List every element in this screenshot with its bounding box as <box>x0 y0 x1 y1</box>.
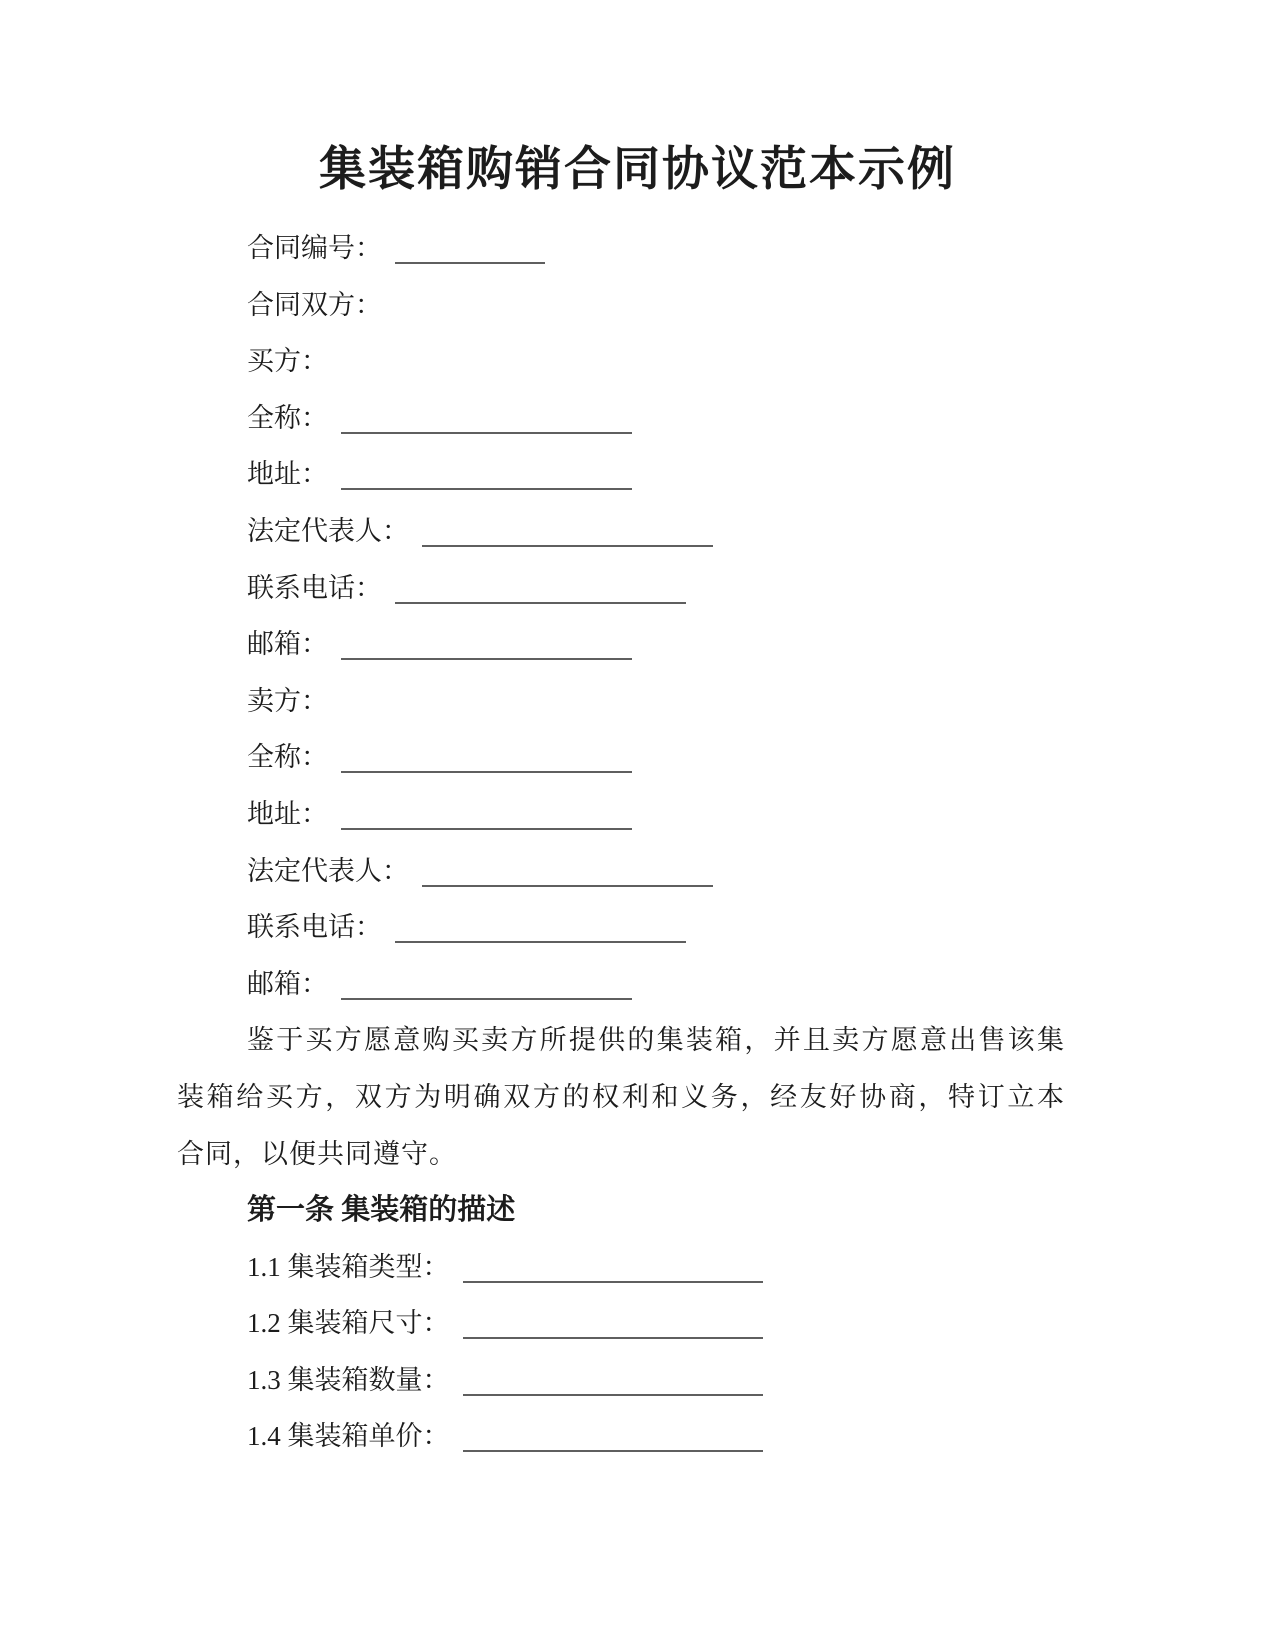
field-label: 合同双方： <box>247 289 382 320</box>
clause-row-container-unit-price <box>177 1408 1065 1465</box>
field-label: 地址： <box>247 798 328 829</box>
field-label: 卖方： <box>247 685 328 716</box>
field-label: 地址： <box>247 459 328 490</box>
field-label: 全称： <box>247 402 328 433</box>
blank-line <box>341 404 632 434</box>
blank-line <box>395 913 686 943</box>
field-row-buyer-email <box>177 616 1065 673</box>
field-label: 联系电话： <box>247 912 382 943</box>
clause-row-container-type <box>177 1239 1065 1296</box>
blank-line <box>463 1253 763 1283</box>
field-label: 法定代表人： <box>247 515 409 546</box>
blank-line <box>463 1309 763 1339</box>
clause-row-container-size <box>177 1295 1065 1352</box>
field-row-seller-phone <box>177 899 1065 956</box>
field-row-parties <box>177 277 1065 334</box>
blank-line <box>341 743 632 773</box>
blank-line <box>422 517 713 547</box>
blank-line <box>341 630 632 660</box>
preamble-line: 合同，以便共同遵守。 <box>177 1138 457 1169</box>
field-label: 邮箱： <box>247 968 328 999</box>
clause-label: 1.4 集装箱单价： <box>247 1421 450 1452</box>
field-label: 全称： <box>247 742 328 773</box>
field-row-buyer-name <box>177 390 1065 447</box>
blank-line <box>463 1422 763 1452</box>
preamble-line: 鉴于买方愿意购买卖方所提供的集装箱，并且卖方愿意出售该集 <box>247 1025 1065 1056</box>
clause-row-container-quantity <box>177 1352 1065 1409</box>
document-body <box>177 220 1065 1465</box>
field-row-buyer-representative <box>177 503 1065 560</box>
field-row-seller-name <box>177 729 1065 786</box>
field-label: 邮箱： <box>247 629 328 660</box>
field-row-seller <box>177 673 1065 730</box>
field-row-seller-representative <box>177 843 1065 900</box>
blank-line <box>395 574 686 604</box>
field-label: 法定代表人： <box>247 855 409 886</box>
field-label: 联系电话： <box>247 572 382 603</box>
field-label: 买方： <box>247 346 328 377</box>
field-row-buyer-address <box>177 446 1065 503</box>
blank-line <box>341 970 632 1000</box>
field-row-buyer <box>177 333 1065 390</box>
blank-line <box>395 234 545 264</box>
blank-line <box>463 1366 763 1396</box>
section-heading: 第一条 集装箱的描述 <box>247 1194 516 1227</box>
blank-line <box>341 800 632 830</box>
clause-label: 1.3 集装箱数量： <box>247 1364 450 1395</box>
preamble-line: 装箱给买方，双方为明确双方的权利和义务，经友好协商，特订立本 <box>177 1081 1065 1112</box>
field-row-seller-address <box>177 786 1065 843</box>
blank-line <box>422 857 713 887</box>
field-row-contract-number <box>177 220 1065 277</box>
clause-label: 1.1 集装箱类型： <box>247 1251 450 1282</box>
field-label: 合同编号： <box>247 233 382 263</box>
field-row-buyer-phone <box>177 560 1065 617</box>
field-row-seller-email <box>177 956 1065 1013</box>
clause-label: 1.2 集装箱尺寸： <box>247 1308 450 1339</box>
document-title: 集装箱购销合同协议范本示例 <box>319 144 956 196</box>
blank-line <box>341 460 632 490</box>
